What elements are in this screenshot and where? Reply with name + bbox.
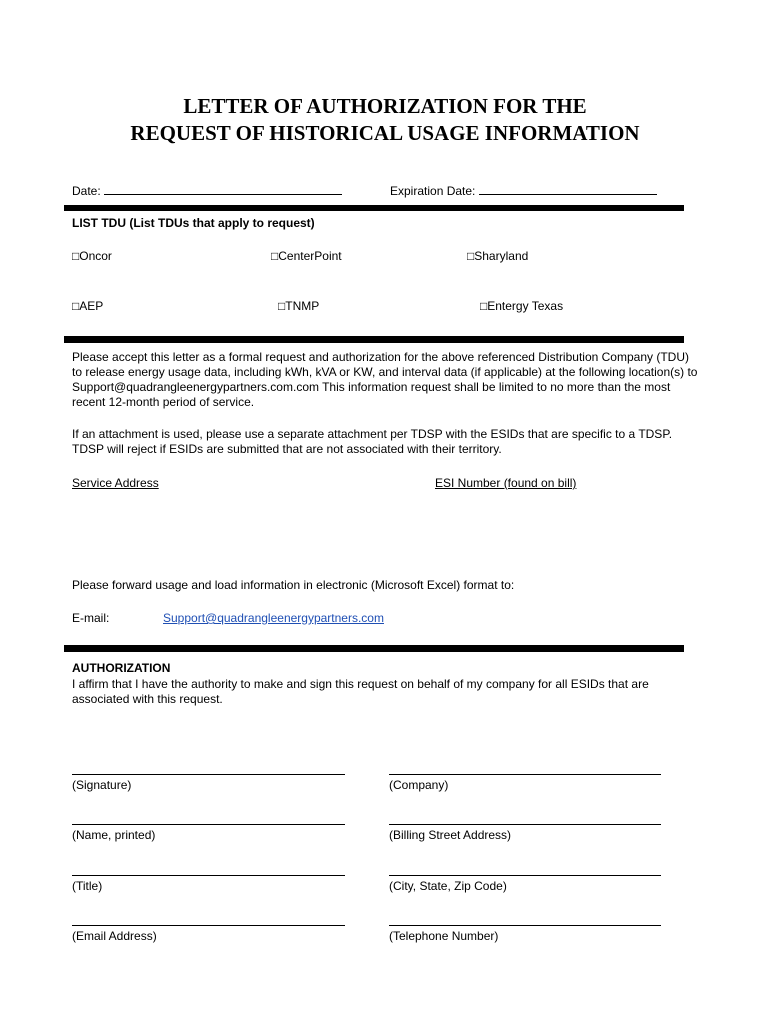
tdu-option-label: TNMP	[285, 299, 320, 313]
title-label: (Title)	[72, 879, 103, 893]
tdu-option-label: Sharyland	[474, 249, 529, 263]
tdu-option-label: AEP	[79, 299, 104, 313]
checkbox-icon[interactable]: □	[278, 299, 286, 313]
tdu-option-sharyland[interactable]	[467, 249, 528, 264]
date-field[interactable]	[72, 183, 342, 199]
section-divider	[64, 205, 684, 211]
name-printed-label: (Name, printed)	[72, 828, 156, 842]
support-email-link[interactable]: Support@quadrangleenergypartners.com	[163, 611, 384, 625]
telephone-number-label: (Telephone Number)	[389, 929, 499, 943]
tdu-option-label: Oncor	[79, 249, 112, 263]
tdu-option-aep[interactable]	[72, 299, 103, 314]
authorization-text: I affirm that I have the authority to make and sign this request on behalf of my company for all ESIDs that are associated with this request.	[72, 677, 649, 706]
city-state-zip-label: (City, State, Zip Code)	[389, 879, 507, 893]
billing-street-address-label: (Billing Street Address)	[389, 828, 512, 842]
expiration-date-blank[interactable]	[479, 183, 657, 195]
document-title-line-2: REQUEST OF HISTORICAL USAGE INFORMATION	[130, 121, 640, 145]
document-title-line-1: LETTER OF AUTHORIZATION FOR THE	[183, 94, 587, 118]
authorization-heading: AUTHORIZATION	[72, 661, 171, 675]
date-blank[interactable]	[104, 183, 342, 195]
expiration-date-label: Expiration Date:	[390, 184, 476, 198]
esi-number-label: ESI Number (found on bill)	[435, 476, 577, 490]
service-address-label: Service Address	[72, 476, 159, 490]
telephone-number-line[interactable]	[389, 925, 661, 926]
tdu-option-label: Entergy Texas	[487, 299, 564, 313]
section-divider	[64, 645, 684, 652]
title-line[interactable]	[72, 875, 345, 876]
attachment-paragraph: If an attachment is used, please use a separate attachment per TDSP with the ESIDs that are specific to a TDSP. TDSP will reject if ESIDs are submitted that are not associated with their territory.	[72, 427, 673, 456]
name-printed-line[interactable]	[72, 824, 345, 825]
tdu-option-centerpoint[interactable]	[271, 249, 342, 264]
company-label: (Company)	[389, 778, 449, 792]
company-line[interactable]	[389, 774, 661, 775]
tdu-option-label: CenterPoint	[278, 249, 342, 263]
expiration-date-field[interactable]	[390, 183, 657, 199]
city-state-zip-line[interactable]	[389, 875, 661, 876]
section-divider	[64, 336, 684, 343]
tdu-heading: LIST TDU (List TDUs that apply to request)	[72, 216, 315, 230]
date-label: Date:	[72, 184, 101, 198]
billing-street-address-line[interactable]	[389, 824, 661, 825]
tdu-option-tnmp[interactable]	[278, 299, 319, 314]
email-address-line[interactable]	[72, 925, 345, 926]
signature-label: (Signature)	[72, 778, 132, 792]
checkbox-icon[interactable]: □	[72, 299, 80, 313]
tdu-option-entergy-texas[interactable]	[480, 299, 563, 314]
email-address-label: (Email Address)	[72, 929, 157, 943]
request-paragraph: Please accept this letter as a formal request and authorization for the above referenced Distribution Company (TDU) to release energy usage data, including kWh, kVA or KW, and interval data (if applicable) at the following location(s) to Support@quadrangleenergypartners.com.com This information request shall be limited to no more than the most recent 12-month period of service.	[72, 350, 698, 409]
tdu-option-oncor[interactable]	[72, 249, 112, 264]
email-label: E-mail:	[72, 611, 110, 625]
checkbox-icon[interactable]: □	[271, 249, 279, 263]
checkbox-icon[interactable]: □	[467, 249, 475, 263]
signature-line[interactable]	[72, 774, 345, 775]
forward-instructions: Please forward usage and load information in electronic (Microsoft Excel) format to:	[72, 578, 515, 592]
checkbox-icon[interactable]: □	[480, 299, 488, 313]
checkbox-icon[interactable]: □	[72, 249, 80, 263]
